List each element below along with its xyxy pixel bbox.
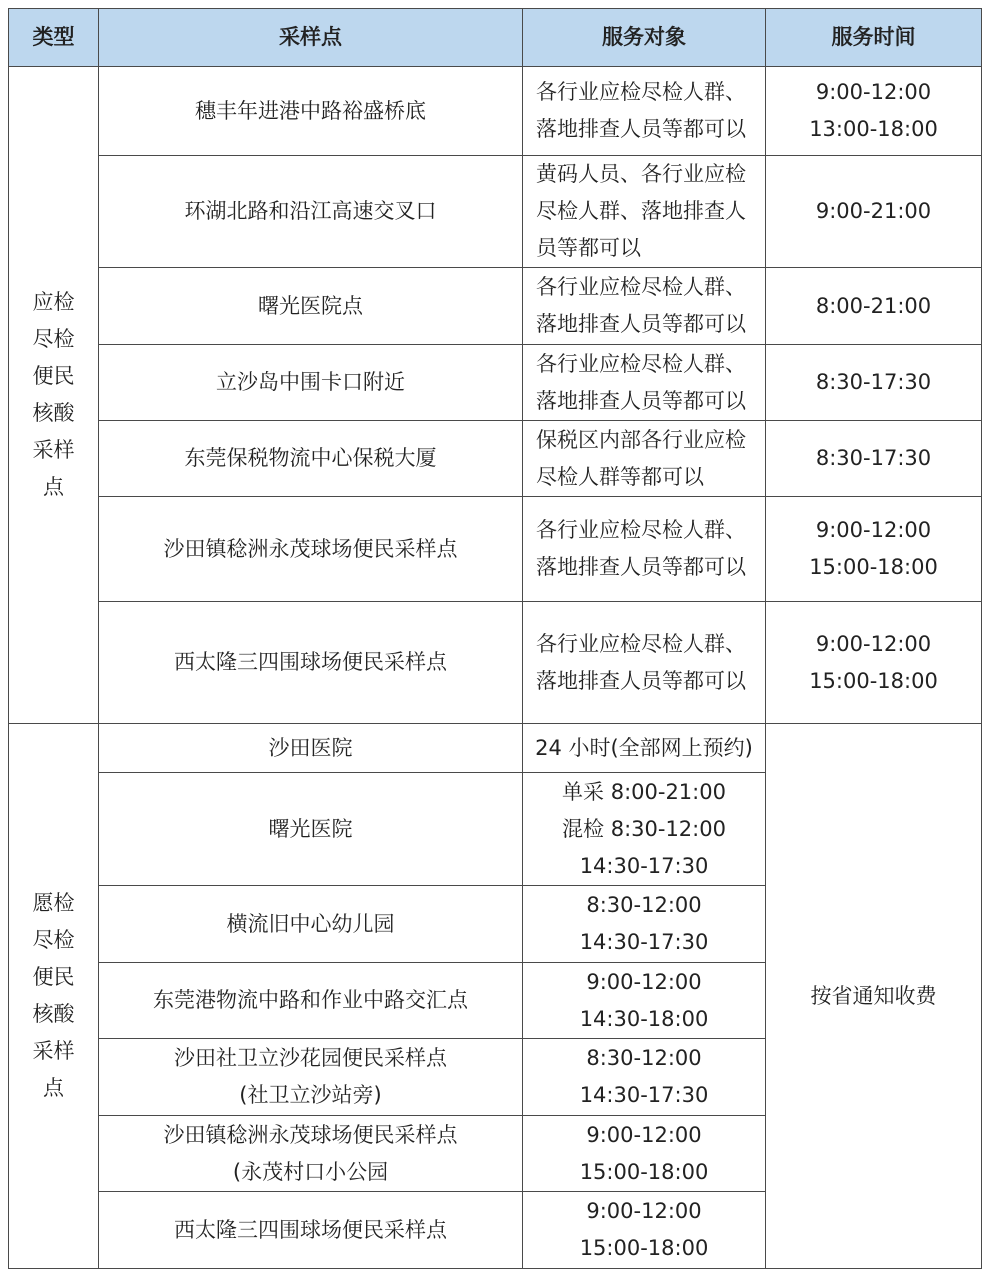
target-text: 员等都可以 [536,236,641,260]
site-cell [99,963,523,1039]
target-cell [523,421,766,497]
site-cell [99,268,523,345]
target-cell [523,345,766,421]
time-cell [766,268,982,345]
fee-note: 按省通知收费 [810,983,937,1008]
target-text: 落地排查人员等都可以 [536,555,746,579]
service-hours: 9:00-12:00 [586,1122,702,1147]
header-site: 采样点 [99,9,523,67]
group-type-label: 应检尽检便民核酸采样点 [32,290,75,499]
service-hours: 24 小时(全部网上预约) [535,735,753,760]
hours-cell [523,724,766,773]
table-row [9,724,982,773]
site-name: 立沙岛中围卡口附近 [216,370,405,394]
site-cell [99,497,523,602]
site-cell [99,1039,523,1116]
site-name: 西太隆三四围球场便民采样点 [174,1217,447,1242]
hours-cell [523,1192,766,1269]
site-cell [99,773,523,886]
hours-cell [523,963,766,1039]
target-text: 各行业应检尽检人群、 [536,518,746,542]
site-cell [99,602,523,724]
site-name: 环湖北路和沿江高速交叉口 [184,199,437,223]
site-name: 曙光医院 [268,816,353,841]
time-cell [766,156,982,268]
site-name: 曙光医院点 [258,293,363,318]
group-type-cell [9,724,99,1269]
target-cell [523,67,766,156]
service-time: 13:00-18:00 [809,117,938,141]
target-cell [523,497,766,602]
service-time: 8:30-17:30 [815,446,932,470]
site-name: 沙田医院 [268,735,353,760]
service-time: 8:00-21:00 [815,293,932,318]
target-cell [523,268,766,345]
service-hours: 9:00-12:00 [586,1199,702,1223]
table-row [9,268,982,345]
fee-cell [766,724,982,1269]
target-text: 尽检人群等都可以 [536,464,704,489]
service-hours: 14:30-17:30 [579,930,709,954]
target-cell [523,602,766,724]
site-cell [99,345,523,421]
service-time: 15:00-18:00 [809,555,938,579]
header-type: 类型 [9,9,99,67]
site-name: (社卫立沙站旁) [239,1083,382,1107]
header-time: 服务时间 [766,9,982,67]
service-time: 15:00-18:00 [809,668,938,693]
hours-cell [523,1116,766,1192]
site-name: (永茂村口小公园 [232,1159,389,1184]
site-cell [99,724,523,773]
target-text: 尽检人群、落地排查人 [536,199,746,223]
target-text: 保税区内部各行业应检 [536,427,746,452]
site-name: 横流旧中心幼儿园 [226,911,395,936]
table-row [9,156,982,268]
target-text: 黄码人员、各行业应检 [536,162,746,186]
service-hours: 14:30-18:00 [579,1006,709,1031]
target-text: 各行业应检尽检人群、 [536,275,746,299]
site-name: 沙田镇稔洲永茂球场便民采样点 [163,536,458,561]
site-cell [99,421,523,497]
service-time: 9:00-12:00 [815,80,932,104]
time-cell [766,67,982,156]
sampling-sites-table [8,8,982,1269]
service-time: 9:00-12:00 [815,631,932,656]
hours-cell [523,1039,766,1116]
site-name: 西太隆三四围球场便民采样点 [174,650,447,674]
hours-cell [523,886,766,963]
service-hours: 15:00-18:00 [579,1236,709,1260]
site-name: 东莞保税物流中心保税大厦 [184,446,437,470]
group-type-label: 愿检尽检便民核酸采样点 [32,891,75,1100]
site-cell [99,67,523,156]
time-cell [766,497,982,602]
site-name: 东莞港物流中路和作业中路交汇点 [153,988,468,1012]
site-cell [99,1116,523,1192]
site-name: 沙田镇稔洲永茂球场便民采样点 [163,1122,458,1147]
table-row [9,345,982,421]
service-hours: 混检 8:30-12:00 [562,816,726,841]
table-row [9,602,982,724]
site-cell [99,1192,523,1269]
target-cell [523,156,766,268]
group-type-cell [9,67,99,724]
site-cell [99,156,523,268]
time-cell [766,421,982,497]
target-text: 落地排查人员等都可以 [536,117,746,141]
service-hours: 14:30-17:30 [579,853,709,878]
service-time: 9:00-12:00 [815,518,932,542]
service-time: 9:00-21:00 [815,199,932,223]
service-hours: 8:30-12:00 [586,1046,702,1070]
time-cell [766,602,982,724]
service-hours: 14:30-17:30 [579,1083,709,1107]
service-hours: 单采 8:00-21:00 [562,779,726,804]
service-hours: 8:30-12:00 [586,893,702,917]
target-text: 落地排查人员等都可以 [536,668,746,693]
target-text: 落地排查人员等都可以 [536,312,746,336]
time-cell [766,345,982,421]
service-hours: 15:00-18:00 [579,1159,709,1184]
table-row [9,497,982,602]
site-cell [99,886,523,963]
service-hours: 9:00-12:00 [586,969,702,994]
target-text: 各行业应检尽检人群、 [536,631,746,656]
header-row [9,9,982,67]
target-text: 落地排查人员等都可以 [536,388,746,413]
table-row [9,67,982,156]
table-row [9,421,982,497]
target-text: 各行业应检尽检人群、 [536,351,746,376]
site-name: 穗丰年进港中路裕盛桥底 [195,98,426,123]
service-time: 8:30-17:30 [815,370,932,394]
target-text: 各行业应检尽检人群、 [536,80,746,104]
site-name: 沙田社卫立沙花园便民采样点 [174,1046,447,1070]
header-target: 服务对象 [523,9,766,67]
hours-cell [523,773,766,886]
